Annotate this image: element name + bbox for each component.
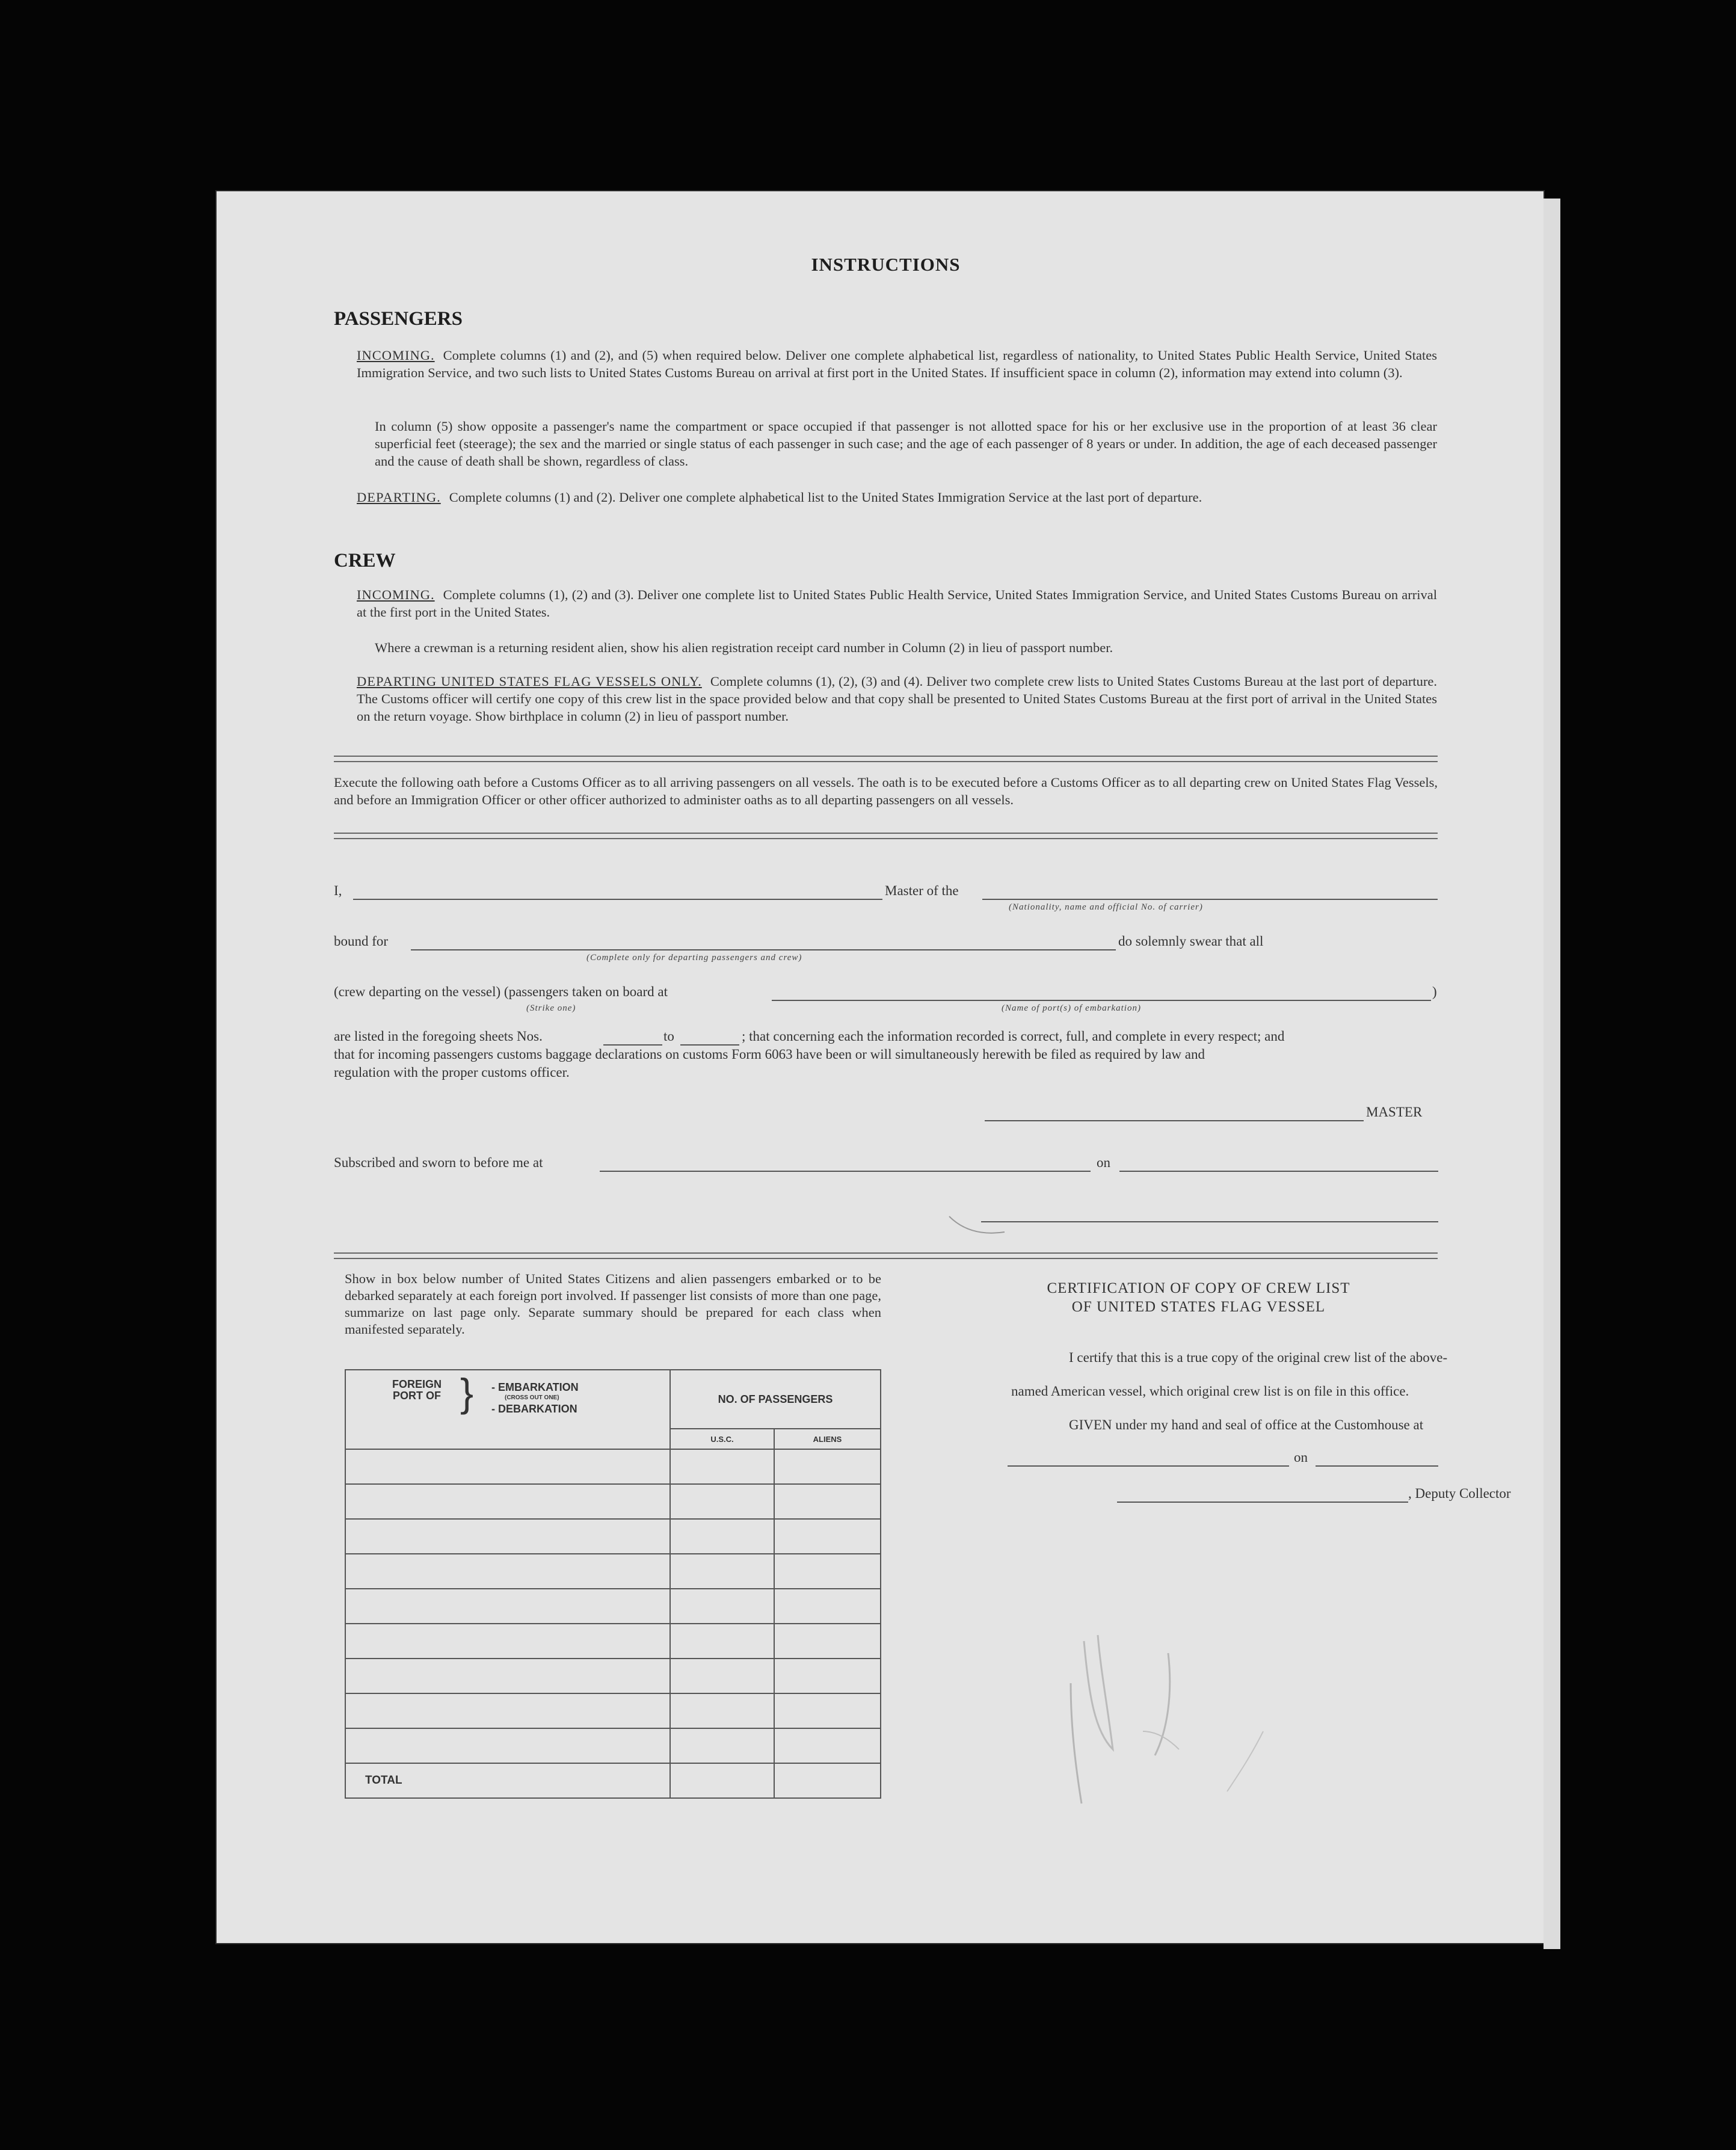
carrier-field[interactable]	[982, 899, 1438, 900]
certification-date-field[interactable]	[1316, 1465, 1438, 1467]
usc-header: U.S.C.	[670, 1429, 774, 1449]
embarkation-ports-field[interactable]	[772, 1000, 1431, 1001]
foreign-port-of-label: FOREIGN PORT OF	[392, 1378, 442, 1402]
solemnly-swear-text: do solemnly swear that all	[1118, 934, 1264, 949]
master-label: MASTER	[1366, 1104, 1423, 1120]
crew-resident-paragraph: Where a crewman is a returning resident alien, show his alien registration receipt card number in Column (2) in lieu of passport number.	[375, 640, 1113, 655]
crew-departing-lead: DEPARTING UNITED STATES FLAG VESSELS ONLY.	[357, 674, 702, 689]
deputy-signature-field[interactable]	[1117, 1502, 1408, 1503]
listed-line-3: regulation with the proper customs officer.	[334, 1065, 570, 1080]
usc-total-cell[interactable]	[670, 1763, 774, 1798]
summary-instructions: Show in box below number of United States Citizens and alien passengers embarked or to be debarked separately at each foreign port involved. If passenger list consists of more than one page, summarize on last page only. Separate summary should be prepared for each class when manifested separately.	[345, 1271, 881, 1337]
port-cell[interactable]	[345, 1484, 670, 1519]
usc-cell[interactable]	[670, 1659, 774, 1693]
port-cell[interactable]	[345, 1589, 670, 1624]
paper-edge	[1544, 199, 1560, 1949]
sheet-from-field[interactable]	[603, 1044, 662, 1046]
aliens-cell[interactable]	[774, 1484, 881, 1519]
officer-signature-field[interactable]	[981, 1221, 1438, 1222]
aliens-header: ALIENS	[774, 1429, 881, 1449]
usc-cell[interactable]	[670, 1519, 774, 1554]
port-cell[interactable]	[345, 1554, 670, 1589]
master-name-field[interactable]	[353, 899, 882, 900]
oath-intro: Execute the following oath before a Customs Officer as to all arriving passengers on all vessels. The oath is to be executed before a Customs Officer as to all departing crew on United States Flag Vessels, and before an Immigration Officer or other officer authorized to administer oaths as to all departing passengers on all vessels.	[334, 775, 1438, 807]
close-paren: )	[1432, 984, 1437, 999]
master-signature-field[interactable]	[985, 1120, 1364, 1121]
divider	[334, 1252, 1438, 1259]
port-cell[interactable]	[345, 1624, 670, 1659]
certification-title-line-1: CERTIFICATION OF COPY OF CREW LIST	[1047, 1280, 1350, 1296]
brace-glyph: }	[460, 1370, 474, 1415]
listed-text-b: ; that concerning each the information recorded is correct, full, and complete in every respect; and	[742, 1029, 1285, 1044]
aliens-cell[interactable]	[774, 1693, 881, 1728]
divider	[334, 833, 1438, 839]
pencil-marks-illustration	[890, 1551, 1335, 1852]
form-page	[217, 191, 1544, 1943]
certification-title	[959, 1279, 1438, 1316]
embarkation-label: - EMBARKATION	[491, 1381, 579, 1393]
total-label: TOTAL	[345, 1763, 670, 1798]
strike-one-caption: (Strike one)	[526, 1003, 576, 1013]
ports-caption: (Name of port(s) of embarkation)	[1002, 1003, 1141, 1013]
customhouse-field[interactable]	[1008, 1465, 1289, 1467]
port-cell[interactable]	[345, 1693, 670, 1728]
usc-cell[interactable]	[670, 1728, 774, 1763]
crew-incoming-text: Complete columns (1), (2) and (3). Deliver one complete list to United States Public Health Service, United States Immigration Service, and United States Customs Bureau on arrival at the first port in the United States.	[357, 587, 1437, 620]
crew-incoming-lead: INCOMING.	[357, 587, 435, 602]
divider	[334, 756, 1438, 762]
aliens-cell[interactable]	[774, 1449, 881, 1484]
aliens-cell[interactable]	[774, 1624, 881, 1659]
certification-line-1: I certify that this is a true copy of the original crew list of the above-	[1069, 1350, 1448, 1365]
port-cell[interactable]	[345, 1449, 670, 1484]
certification-title-line-2: OF UNITED STATES FLAG VESSEL	[1071, 1299, 1326, 1315]
aliens-total-cell[interactable]	[774, 1763, 881, 1798]
sworn-date-field[interactable]	[1119, 1171, 1438, 1172]
crew-departing-paragraph	[357, 673, 1437, 725]
master-of-label: Master of the	[885, 883, 959, 898]
no-of-passengers-header: NO. OF PASSENGERS	[670, 1370, 881, 1429]
listed-line-2: that for incoming passengers customs baggage declarations on customs Form 6063 have been or will simultaneously herewith be filed as required by law and	[334, 1047, 1205, 1062]
pencil-tick-icon	[944, 1212, 1017, 1242]
passengers-departing-paragraph	[357, 488, 1437, 506]
passenger-summary-table	[345, 1369, 881, 1799]
crew-departing-text: Complete columns (1), (2), (3) and (4). Deliver two complete crew lists to United States Customs Bureau at the last port of departure. The Customs officer will certify one copy of this crew list in the space provided below and that copy shall be presented to United States Customs Bureau at the first port of arrival in the United States on the return voyage. Show birthplace in column (2) in lieu of passport number.	[357, 674, 1438, 724]
usc-cell[interactable]	[670, 1693, 774, 1728]
listed-text-a: are listed in the foregoing sheets Nos.	[334, 1029, 543, 1044]
passengers-column5-paragraph: In column (5) show opposite a passenger's name the compartment or space occupied if that passenger is not allotted space for his or her exclusive use in the proportion of at least 36 clear superficial feet (steerage); the sex and the married or single status of each passenger in such case; and the age of each passenger of 8 years or under. In addition, the age of each deceased passenger and the cause of death shall be shown, regardless of class.	[375, 419, 1437, 469]
sworn-on-label: on	[1097, 1155, 1110, 1170]
crew-incoming-paragraph	[357, 586, 1437, 621]
aliens-cell[interactable]	[774, 1589, 881, 1624]
debarkation-label: - DEBARKATION	[491, 1403, 577, 1415]
port-cell[interactable]	[345, 1659, 670, 1693]
usc-cell[interactable]	[670, 1624, 774, 1659]
aliens-cell[interactable]	[774, 1519, 881, 1554]
bound-for-field[interactable]	[411, 949, 1116, 950]
usc-cell[interactable]	[670, 1449, 774, 1484]
passengers-departing-lead: DEPARTING.	[357, 490, 441, 505]
listed-to: to	[663, 1029, 674, 1044]
port-cell[interactable]	[345, 1519, 670, 1554]
bound-for-label: bound for	[334, 934, 389, 949]
passengers-incoming-paragraph	[357, 347, 1437, 381]
complete-only-caption: (Complete only for departing passengers and crew)	[586, 953, 802, 963]
crew-heading: CREW	[334, 550, 396, 571]
cross-out-one-label: (CROSS OUT ONE)	[505, 1394, 559, 1401]
passengers-incoming-lead: INCOMING.	[357, 348, 435, 363]
foreign-port-header	[345, 1370, 670, 1449]
sworn-place-field[interactable]	[600, 1171, 1091, 1172]
nationality-caption: (Nationality, name and official No. of carrier)	[1009, 902, 1203, 912]
oath-i-label: I,	[334, 883, 342, 898]
deputy-collector-label: , Deputy Collector	[1408, 1486, 1511, 1501]
passengers-heading: PASSENGERS	[334, 308, 463, 330]
crew-passengers-text: (crew departing on the vessel) (passengers taken on board at	[334, 984, 668, 999]
certification-line-3: GIVEN under my hand and seal of office at the Customhouse at	[1069, 1417, 1424, 1432]
port-cell[interactable]	[345, 1728, 670, 1763]
certification-line-2: named American vessel, which original crew list is on file in this office.	[1011, 1384, 1409, 1399]
sheet-to-field[interactable]	[680, 1044, 739, 1046]
usc-cell[interactable]	[670, 1589, 774, 1624]
aliens-cell[interactable]	[774, 1659, 881, 1693]
usc-cell[interactable]	[670, 1484, 774, 1519]
aliens-cell[interactable]	[774, 1728, 881, 1763]
passengers-departing-text: Complete columns (1) and (2). Deliver one complete alphabetical list to the United States Immigration Service at the last port of departure.	[449, 490, 1202, 505]
page-title: INSTRUCTIONS	[811, 254, 961, 275]
usc-cell[interactable]	[670, 1554, 774, 1589]
certification-on-label: on	[1294, 1450, 1308, 1465]
subscribed-label: Subscribed and sworn to before me at	[334, 1155, 543, 1170]
aliens-cell[interactable]	[774, 1554, 881, 1589]
passengers-incoming-text: Complete columns (1) and (2), and (5) when required below. Deliver one complete alphabetical list, regardless of nationality, to United States Public Health Service, United States Immigration Service, and two such lists to United States Customs Bureau on arrival at first port in the United States. If insufficient space in column (2), information may extend into column (3).	[357, 348, 1437, 380]
